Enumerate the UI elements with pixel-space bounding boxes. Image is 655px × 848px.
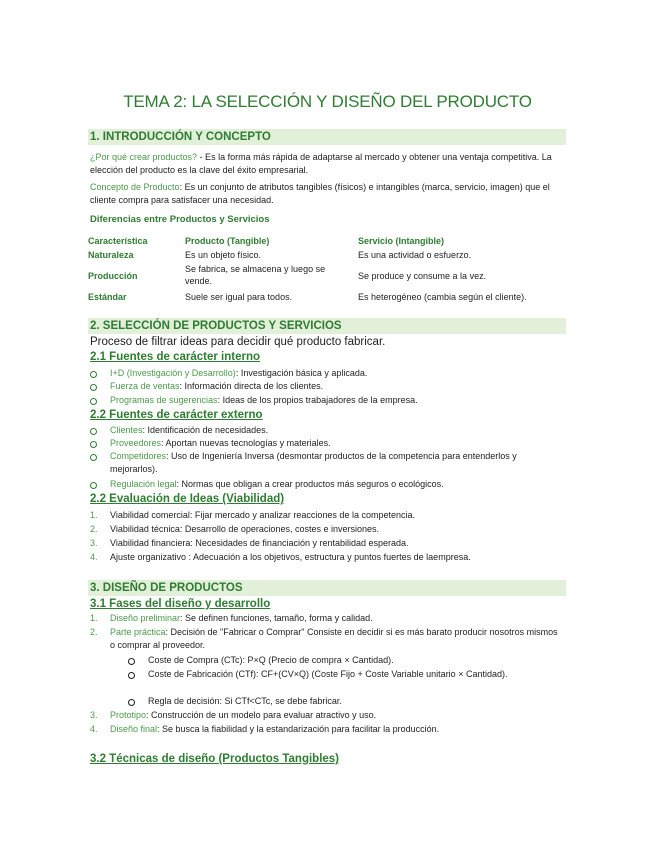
table-cell: Se produce y consume a la vez. bbox=[358, 271, 487, 281]
table-cell: Suele ser igual para todos. bbox=[185, 292, 293, 302]
table-cell: Naturaleza bbox=[88, 250, 134, 260]
item-text: : Uso de Ingeniería Inversa (desmontar productos de la competencia para entenderlos y mejorarlos). bbox=[110, 451, 517, 474]
item-text: : Normas que obligan a crear productos más seguros o ecológicos. bbox=[176, 479, 444, 489]
item-label: Clientes bbox=[110, 425, 143, 435]
item-text: Viabilidad financiera: Necesidades de financiación y rentabilidad esperada. bbox=[110, 538, 409, 548]
item-text: : Investigación básica y aplicada. bbox=[235, 368, 368, 378]
paragraph-product-concept bbox=[90, 181, 560, 207]
list-item bbox=[90, 478, 560, 491]
item-number: 4. bbox=[90, 724, 98, 734]
item-label: Proveedores bbox=[110, 438, 162, 448]
item-text: : Se definen funciones, tamaño, forma y calidad. bbox=[180, 613, 373, 623]
list-item bbox=[90, 367, 560, 380]
table-cell: Es una actividad o esfuerzo. bbox=[358, 250, 472, 260]
item-text: Regla de decisión: Si CTf<CTc, se debe fabricar. bbox=[148, 696, 342, 706]
bullet-icon bbox=[90, 380, 108, 395]
item-number: 1. bbox=[90, 613, 98, 623]
item-label: Diseño preliminar bbox=[110, 613, 181, 623]
item-text: : Construcción de un modelo para evaluar atractivo y uso. bbox=[146, 710, 377, 720]
list-item bbox=[90, 551, 560, 564]
list-item bbox=[90, 537, 560, 550]
item-label: Parte práctica bbox=[110, 627, 166, 637]
item-text: : Aportan nuevas tecnologías y materiales. bbox=[161, 438, 331, 448]
list-item bbox=[90, 394, 560, 407]
section-heading-design: 3. DISEÑO DE PRODUCTOS bbox=[88, 580, 566, 596]
paragraph-label: Concepto de Producto bbox=[90, 182, 180, 192]
selection-intro: Proceso de filtrar ideas para decidir qué producto fabricar. bbox=[90, 336, 386, 348]
item-text: : Ideas de los propios trabajadores de la empresa. bbox=[217, 395, 418, 405]
bullet-icon bbox=[128, 654, 146, 669]
list-item bbox=[90, 450, 560, 476]
list-item bbox=[90, 612, 560, 625]
bullet-icon bbox=[90, 450, 108, 465]
bullet-icon bbox=[128, 668, 146, 683]
item-text: : Se busca la fiabilidad y la estandarización para facilitar la producción. bbox=[157, 724, 440, 734]
item-label: Prototipo bbox=[110, 710, 147, 720]
list-item bbox=[90, 723, 560, 736]
paragraph-label: ¿Por qué crear productos? bbox=[90, 152, 198, 162]
item-text: : Decisión de "Fabricar o Comprar" Consiste en decidir si es más barato producir nosotros mismos o comprar al proveedor. bbox=[110, 627, 558, 650]
comparison-table bbox=[88, 235, 566, 307]
item-label: Regulación legal bbox=[110, 479, 177, 489]
item-label: I+D (Investigación y Desarrollo) bbox=[110, 368, 236, 378]
table-cell: Es heterogéneo (cambia según el cliente). bbox=[358, 292, 527, 302]
item-number: 3. bbox=[90, 710, 98, 720]
section-heading-intro: 1. INTRODUCCIÓN Y CONCEPTO bbox=[88, 129, 566, 145]
subheading-internal: 2.1 Fuentes de carácter interno bbox=[90, 351, 261, 363]
list-item bbox=[90, 424, 560, 437]
item-text: Coste de Fabricación (CTf): CF+(CV×Q) (Coste Fijo + Coste Variable unitario × Cantidad). bbox=[148, 669, 508, 679]
table-header: Servicio (Intangible) bbox=[358, 236, 445, 246]
item-number: 1. bbox=[90, 510, 98, 520]
bullet-icon bbox=[128, 695, 146, 710]
table-header: Producto (Tangible) bbox=[185, 236, 270, 246]
subheading-viability: 2.2 Evaluación de Ideas (Viabilidad) bbox=[90, 493, 285, 505]
item-text: : Identificación de necesidades. bbox=[142, 425, 269, 435]
table-header: Característica bbox=[88, 236, 148, 246]
item-label: Programas de sugerencias bbox=[110, 395, 218, 405]
subheading-phases: 3.1 Fases del diseño y desarrollo bbox=[90, 598, 271, 610]
paragraph-text: - Es la forma más rápida de adaptarse al mercado y obtener una ventaja competitiva. La elección del producto es la clave del éxito empresarial. bbox=[90, 152, 552, 175]
bullet-icon bbox=[90, 394, 108, 409]
paragraph-why-products bbox=[90, 151, 560, 177]
item-text: : Información directa de los clientes. bbox=[179, 381, 324, 391]
table-cell: Estándar bbox=[88, 292, 127, 302]
table-cell: Producción bbox=[88, 271, 138, 281]
item-number: 4. bbox=[90, 552, 98, 562]
section-heading-selection: 2. SELECCIÓN DE PRODUCTOS Y SERVICIOS bbox=[88, 318, 566, 334]
list-item bbox=[90, 509, 560, 522]
paragraph-text: : Es un conjunto de atributos tangibles (físicos) e intangibles (marca, servicio, imagen) que el cliente compra para satisfacer una necesidad. bbox=[90, 182, 550, 205]
item-label: Competidores bbox=[110, 451, 167, 461]
item-text: Viabilidad comercial: Fijar mercado y analizar reacciones de la competencia. bbox=[110, 510, 415, 520]
item-label: Diseño final bbox=[110, 724, 158, 734]
list-item bbox=[90, 523, 560, 536]
subheading-external: 2.2 Fuentes de carácter externo bbox=[90, 409, 263, 421]
item-number: 2. bbox=[90, 627, 98, 637]
list-item bbox=[90, 695, 560, 708]
item-number: 2. bbox=[90, 524, 98, 534]
subheading-techniques: 3.2 Técnicas de diseño (Productos Tangibles) bbox=[90, 753, 340, 765]
item-text: Ajuste organizativo : Adecuación a los objetivos, estructura y puntos fuertes de laempresa. bbox=[110, 552, 471, 562]
table-cell: Se fabrica, se almacena y luego se vende. bbox=[185, 264, 326, 286]
item-number: 3. bbox=[90, 538, 98, 548]
diff-heading: Diferencias entre Productos y Servicios bbox=[90, 214, 270, 225]
list-item bbox=[90, 380, 560, 393]
page-title: TEMA 2: LA SELECCIÓN Y DISEÑO DEL PRODUCTO bbox=[123, 92, 532, 111]
bullet-icon bbox=[90, 478, 108, 493]
list-item bbox=[90, 437, 560, 450]
item-text: Coste de Compra (CTc): P×Q (Precio de compra × Cantidad). bbox=[148, 655, 394, 665]
list-item bbox=[90, 709, 560, 722]
list-item bbox=[90, 668, 560, 694]
list-item bbox=[90, 626, 560, 652]
list-item bbox=[90, 654, 560, 667]
table-cell: Es un objeto físico. bbox=[185, 250, 262, 260]
item-text: Viabilidad técnica: Desarrollo de operaciones, costes e inversiones. bbox=[110, 524, 379, 534]
item-label: Fuerza de ventas bbox=[110, 381, 180, 391]
